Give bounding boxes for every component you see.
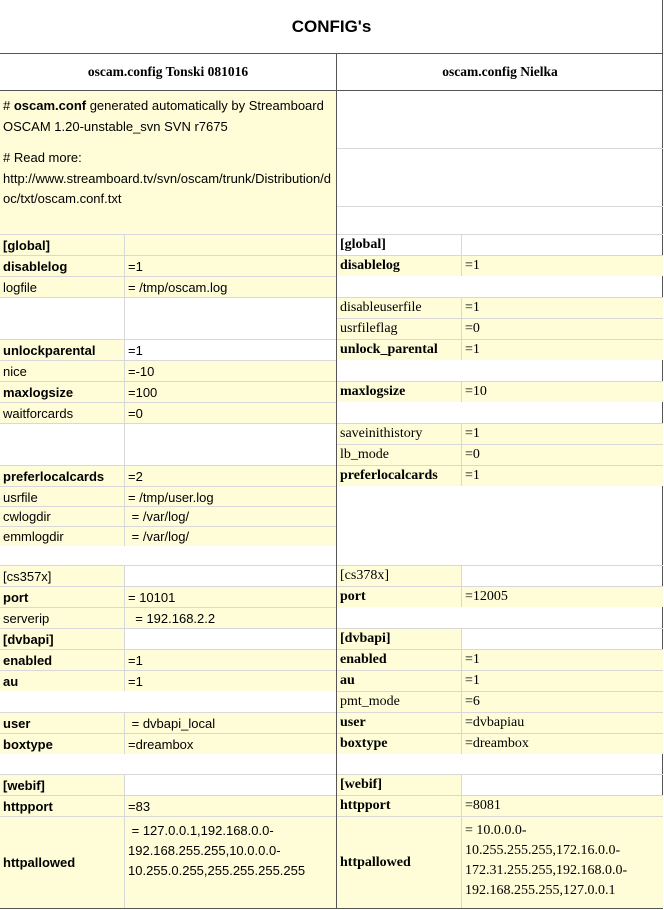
config-row (337, 628, 663, 649)
config-key: [global] (337, 234, 462, 255)
config-row (0, 649, 336, 670)
right-header: oscam.config Nielka (337, 53, 663, 91)
config-key: port (337, 586, 462, 607)
config-row (337, 423, 663, 444)
config-key: preferlocalcards (337, 465, 462, 486)
config-row (0, 402, 336, 423)
config-value: =100 (125, 381, 336, 402)
config-key: cwlogdir (0, 506, 125, 526)
config-key: [webif] (337, 774, 462, 795)
config-key: [dvbapi] (337, 628, 462, 649)
config-value: =6 (462, 691, 663, 712)
config-value (125, 628, 336, 649)
config-row (337, 691, 663, 712)
config-row (337, 318, 663, 339)
config-key: maxlogsize (337, 381, 462, 402)
config-value: =1 (462, 423, 663, 444)
config-row (0, 670, 336, 691)
comment-prefix: # (3, 98, 14, 113)
config-row (337, 255, 663, 276)
config-row (0, 465, 336, 486)
comment-generator: generated automatically by Streamboard OSCAM 1.20-unstable_svn SVN r7675 (3, 98, 324, 134)
config-row (0, 486, 336, 507)
config-row (0, 607, 336, 628)
right-config-column (337, 53, 663, 908)
config-key: disablelog (337, 255, 462, 276)
config-key: boxtype (337, 733, 462, 754)
config-row (0, 234, 336, 255)
config-value: =0 (462, 318, 663, 339)
config-value: = /var/log/ (125, 506, 336, 526)
config-value (462, 628, 663, 649)
config-row (0, 628, 336, 649)
config-row (337, 586, 663, 607)
config-row (337, 816, 663, 908)
config-key: usrfile (0, 486, 125, 507)
config-value: =1 (125, 339, 336, 360)
config-key: enabled (337, 649, 462, 670)
config-value: = /tmp/oscam.log (125, 276, 336, 297)
config-key (0, 297, 125, 339)
config-key: saveinithistory (337, 423, 462, 444)
config-value (125, 234, 336, 255)
config-value: =1 (462, 255, 663, 276)
config-key: usrfileflag (337, 318, 462, 339)
config-row (0, 339, 336, 360)
config-row (0, 526, 336, 546)
config-row (0, 297, 336, 339)
config-value: = 127.0.0.1,192.168.0.0-192.168.255.255,10.0.0.0-10.255.0.255,255.255.255.255 (125, 816, 336, 908)
comment-url: http://www.streamboard.tv/svn/oscam/trunk/Distribution/doc/txt/oscam.conf.txt (3, 170, 332, 206)
comment-read-more (3, 148, 333, 210)
config-value: =dreambox (125, 733, 336, 754)
config-value: =1 (462, 297, 663, 318)
config-row (0, 255, 336, 276)
config-row (0, 586, 336, 607)
config-value: =2 (125, 465, 336, 486)
config-key: emmlogdir (0, 526, 125, 546)
config-key: serverip (0, 607, 125, 628)
config-key: unlock_parental (337, 339, 462, 360)
config-value (462, 565, 663, 586)
config-key: [dvbapi] (0, 628, 125, 649)
config-row (337, 795, 663, 816)
config-row (337, 339, 663, 360)
config-key: maxlogsize (0, 381, 125, 402)
config-value: =1 (125, 649, 336, 670)
comment-generated (3, 96, 333, 137)
config-value: =83 (125, 795, 336, 816)
config-row (0, 816, 336, 908)
config-key: preferlocalcards (0, 465, 125, 486)
config-row (0, 276, 336, 297)
config-key: httpport (337, 795, 462, 816)
config-value: =1 (462, 670, 663, 691)
config-value: = 10101 (125, 586, 336, 607)
config-value: =10 (462, 381, 663, 402)
config-row (337, 670, 663, 691)
config-value: =1 (462, 339, 663, 360)
config-key: boxtype (0, 733, 125, 754)
config-key: nice (0, 360, 125, 381)
config-key: user (337, 712, 462, 733)
config-row (0, 795, 336, 816)
config-row (337, 444, 663, 465)
config-key: waitforcards (0, 402, 125, 423)
config-key: port (0, 586, 125, 607)
config-value: =1 (462, 649, 663, 670)
config-row (0, 565, 336, 586)
config-value: = dvbapi_local (125, 712, 336, 733)
config-value (125, 565, 336, 586)
config-value: =-10 (125, 360, 336, 381)
config-value: = /tmp/user.log (125, 486, 336, 507)
config-row (337, 733, 663, 754)
config-key: httpallowed (0, 816, 125, 908)
page-title: CONFIG's (0, 0, 663, 54)
config-value: =0 (125, 402, 336, 423)
config-value: = 10.0.0.0-10.255.255.255,172.16.0.0-172.31.255.255,192.168.0.0-192.168.255.255,127.0.0.1 (462, 816, 663, 908)
config-key (0, 423, 125, 465)
config-key: pmt_mode (337, 691, 462, 712)
config-row (337, 381, 663, 402)
config-value: =12005 (462, 586, 663, 607)
config-row (0, 423, 336, 465)
comment-read-more-label: # Read more: (3, 150, 82, 165)
config-row (337, 465, 663, 486)
config-key: enabled (0, 649, 125, 670)
config-value (462, 234, 663, 255)
config-row (337, 565, 663, 586)
config-row (0, 360, 336, 381)
config-key: [cs357x] (0, 565, 125, 586)
config-key: lb_mode (337, 444, 462, 465)
config-value: =dvbapiau (462, 712, 663, 733)
config-row (0, 774, 336, 795)
config-row (337, 297, 663, 318)
config-key: disablelog (0, 255, 125, 276)
config-key: logfile (0, 276, 125, 297)
config-value (125, 423, 336, 465)
comment-filename: oscam.conf (13, 98, 87, 113)
config-row (337, 234, 663, 255)
config-key: [cs378x] (337, 565, 462, 586)
config-value: =1 (462, 465, 663, 486)
config-key: [webif] (0, 774, 125, 795)
config-value: = 192.168.2.2 (125, 607, 336, 628)
config-row (0, 381, 336, 402)
config-row (337, 649, 663, 670)
config-key: user (0, 712, 125, 733)
config-row (0, 733, 336, 754)
config-value (462, 774, 663, 795)
left-config-column (0, 53, 337, 908)
config-value: =1 (125, 670, 336, 691)
config-key: [global] (0, 234, 125, 255)
config-row (337, 774, 663, 795)
config-key: httpallowed (337, 816, 462, 908)
config-value: = /var/log/ (125, 526, 336, 546)
config-row (0, 712, 336, 733)
config-row (0, 506, 336, 526)
config-value: =dreambox (462, 733, 663, 754)
config-key: au (0, 670, 125, 691)
config-value: =1 (125, 255, 336, 276)
config-key: disableuserfile (337, 297, 462, 318)
config-value (125, 297, 336, 339)
config-row (337, 712, 663, 733)
config-value: =8081 (462, 795, 663, 816)
config-key: au (337, 670, 462, 691)
config-value: =0 (462, 444, 663, 465)
config-key: httpport (0, 795, 125, 816)
left-header: oscam.config Tonski 081016 (0, 53, 336, 91)
config-key: unlockparental (0, 339, 125, 360)
config-value (125, 774, 336, 795)
